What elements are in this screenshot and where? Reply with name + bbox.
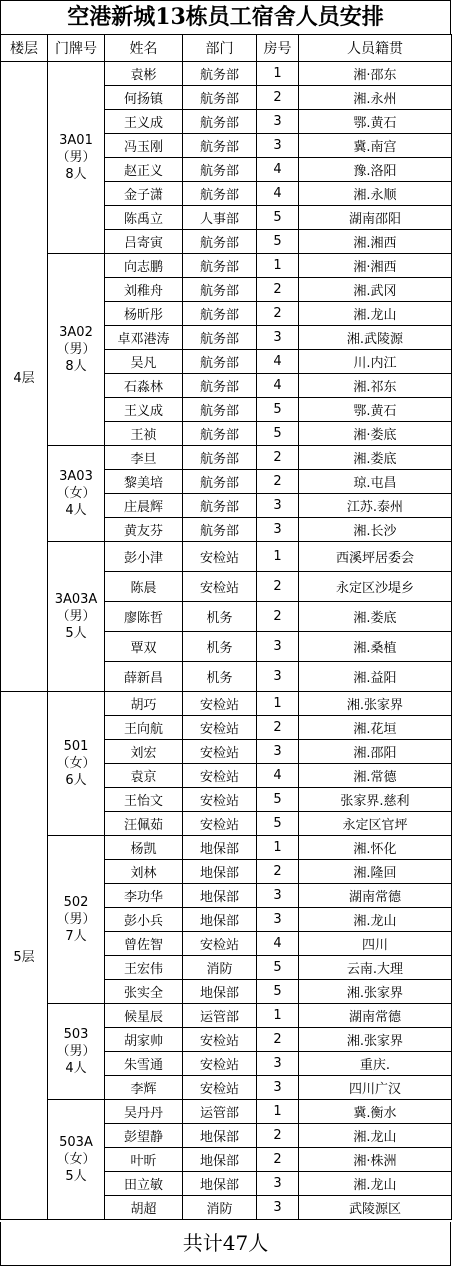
department-cell: 消防 <box>183 956 257 980</box>
name-cell: 彭望静 <box>105 1124 183 1148</box>
department-cell: 安检站 <box>183 716 257 740</box>
department-cell: 航务部 <box>183 134 257 158</box>
hometown-cell: 湘.祁东 <box>299 374 452 398</box>
table-row <box>1 62 452 86</box>
roster-table <box>0 34 452 1220</box>
department-cell: 运管部 <box>183 1100 257 1124</box>
room-cell: 3A02 （男） 8人 <box>48 254 105 446</box>
hometown-cell: 豫.洛阳 <box>299 158 452 182</box>
bed-number-cell: 5 <box>257 812 299 836</box>
hometown-cell: 江苏.泰州 <box>299 494 452 518</box>
hometown-cell: 湘·邵东 <box>299 62 452 86</box>
hometown-cell: 湘.桑植 <box>299 632 452 662</box>
department-cell: 航务部 <box>183 446 257 470</box>
name-cell: 黄友芬 <box>105 518 183 542</box>
table-row <box>1 446 452 470</box>
table-row <box>1 836 452 860</box>
name-cell: 胡家帅 <box>105 1028 183 1052</box>
bed-number-cell: 1 <box>257 1100 299 1124</box>
hometown-cell: 永定区沙堤乡 <box>299 572 452 602</box>
hometown-cell: 云南.大理 <box>299 956 452 980</box>
department-cell: 地保部 <box>183 836 257 860</box>
name-cell: 刘宏 <box>105 740 183 764</box>
department-cell: 航务部 <box>183 182 257 206</box>
bed-number-cell: 5 <box>257 422 299 446</box>
room-cell: 502 （男） 7人 <box>48 836 105 1004</box>
hometown-cell: 湘.龙山 <box>299 908 452 932</box>
room-cell: 3A03A （男） 5人 <box>48 542 105 692</box>
hometown-cell: 永定区官坪 <box>299 812 452 836</box>
department-cell: 安检站 <box>183 572 257 602</box>
name-cell: 彭小津 <box>105 542 183 572</box>
bed-number-cell: 2 <box>257 446 299 470</box>
department-cell: 安检站 <box>183 542 257 572</box>
department-cell: 安检站 <box>183 764 257 788</box>
bed-number-cell: 4 <box>257 374 299 398</box>
name-cell: 廖陈哲 <box>105 602 183 632</box>
room-cell: 3A01 （男） 8人 <box>48 62 105 254</box>
bed-number-cell: 3 <box>257 494 299 518</box>
bed-number-cell: 2 <box>257 278 299 302</box>
bed-number-cell: 4 <box>257 158 299 182</box>
table-row <box>1 1004 452 1028</box>
hometown-cell: 湘.娄底 <box>299 602 452 632</box>
bed-number-cell: 4 <box>257 932 299 956</box>
bed-number-cell: 2 <box>257 302 299 326</box>
department-cell: 安检站 <box>183 1076 257 1100</box>
department-cell: 机务 <box>183 662 257 692</box>
hometown-cell: 湖南常德 <box>299 1004 452 1028</box>
department-cell: 航务部 <box>183 326 257 350</box>
name-cell: 胡超 <box>105 1196 183 1220</box>
department-cell: 机务 <box>183 632 257 662</box>
department-cell: 安检站 <box>183 788 257 812</box>
bed-number-cell: 3 <box>257 1172 299 1196</box>
name-cell: 覃双 <box>105 632 183 662</box>
hometown-cell: 湘.娄底 <box>299 446 452 470</box>
department-cell: 航务部 <box>183 302 257 326</box>
bed-number-cell: 5 <box>257 230 299 254</box>
bed-number-cell: 1 <box>257 836 299 860</box>
department-cell: 地保部 <box>183 884 257 908</box>
department-cell: 航务部 <box>183 470 257 494</box>
hometown-cell: 湘.张家界 <box>299 1028 452 1052</box>
room-cell: 503 （男） 4人 <box>48 1004 105 1100</box>
name-cell: 冯玉刚 <box>105 134 183 158</box>
department-cell: 地保部 <box>183 1148 257 1172</box>
bed-number-cell: 2 <box>257 602 299 632</box>
department-cell: 航务部 <box>183 62 257 86</box>
department-cell: 运管部 <box>183 1004 257 1028</box>
department-cell: 地保部 <box>183 860 257 884</box>
room-cell: 501 （女） 6人 <box>48 692 105 836</box>
bed-number-cell: 3 <box>257 632 299 662</box>
department-cell: 航务部 <box>183 230 257 254</box>
bed-number-cell: 5 <box>257 788 299 812</box>
floor-cell: 5层 <box>1 692 48 1220</box>
bed-number-cell: 5 <box>257 980 299 1004</box>
department-cell: 航务部 <box>183 254 257 278</box>
bed-number-cell: 3 <box>257 908 299 932</box>
table-row <box>1 542 452 572</box>
header-row <box>1 35 452 62</box>
hometown-cell: 湘.永州 <box>299 86 452 110</box>
name-cell: 李辉 <box>105 1076 183 1100</box>
bed-number-cell: 3 <box>257 110 299 134</box>
hometown-cell: 武陵源区 <box>299 1196 452 1220</box>
room-cell: 503A （女） 5人 <box>48 1100 105 1220</box>
department-cell: 安检站 <box>183 812 257 836</box>
hometown-cell: 鄂.黄石 <box>299 398 452 422</box>
name-cell: 王祯 <box>105 422 183 446</box>
department-cell: 航务部 <box>183 278 257 302</box>
bed-number-cell: 4 <box>257 350 299 374</box>
header-room-number: 门牌号 <box>48 35 105 62</box>
name-cell: 薛新昌 <box>105 662 183 692</box>
bed-number-cell: 1 <box>257 62 299 86</box>
bed-number-cell: 3 <box>257 1052 299 1076</box>
hometown-cell: 川.内江 <box>299 350 452 374</box>
hometown-cell: 湘.花垣 <box>299 716 452 740</box>
name-cell: 赵正义 <box>105 158 183 182</box>
hometown-cell: 湘.常德 <box>299 764 452 788</box>
bed-number-cell: 1 <box>257 692 299 716</box>
name-cell: 朱雪通 <box>105 1052 183 1076</box>
bed-number-cell: 3 <box>257 884 299 908</box>
bed-number-cell: 3 <box>257 740 299 764</box>
hometown-cell: 西溪坪居委会 <box>299 542 452 572</box>
department-cell: 航务部 <box>183 422 257 446</box>
hometown-cell: 湘.龙山 <box>299 1172 452 1196</box>
bed-number-cell: 2 <box>257 860 299 884</box>
bed-number-cell: 4 <box>257 182 299 206</box>
hometown-cell: 湘·娄底 <box>299 422 452 446</box>
department-cell: 安检站 <box>183 740 257 764</box>
name-cell: 陈禹立 <box>105 206 183 230</box>
bed-number-cell: 4 <box>257 764 299 788</box>
name-cell: 吴凡 <box>105 350 183 374</box>
name-cell: 杨凯 <box>105 836 183 860</box>
hometown-cell: 湘·株洲 <box>299 1148 452 1172</box>
name-cell: 王宏伟 <box>105 956 183 980</box>
name-cell: 王怡文 <box>105 788 183 812</box>
bed-number-cell: 1 <box>257 542 299 572</box>
table-row <box>1 254 452 278</box>
name-cell: 曾佐智 <box>105 932 183 956</box>
name-cell: 王向航 <box>105 716 183 740</box>
bed-number-cell: 2 <box>257 470 299 494</box>
name-cell: 田立敏 <box>105 1172 183 1196</box>
hometown-cell: 湘.怀化 <box>299 836 452 860</box>
name-cell: 叶昕 <box>105 1148 183 1172</box>
hometown-cell: 湖南常德 <box>299 884 452 908</box>
department-cell: 航务部 <box>183 350 257 374</box>
name-cell: 杨昕彤 <box>105 302 183 326</box>
table-row <box>1 1100 452 1124</box>
header-department: 部门 <box>183 35 257 62</box>
department-cell: 机务 <box>183 602 257 632</box>
department-cell: 地保部 <box>183 980 257 1004</box>
bed-number-cell: 2 <box>257 716 299 740</box>
bed-number-cell: 3 <box>257 1076 299 1100</box>
bed-number-cell: 3 <box>257 518 299 542</box>
hometown-cell: 湘·湘西 <box>299 254 452 278</box>
hometown-cell: 鄂.黄石 <box>299 110 452 134</box>
bed-number-cell: 1 <box>257 254 299 278</box>
name-cell: 庄晨辉 <box>105 494 183 518</box>
department-cell: 航务部 <box>183 398 257 422</box>
name-cell: 金子潇 <box>105 182 183 206</box>
hometown-cell: 张家界.慈利 <box>299 788 452 812</box>
hometown-cell: 四川广汉 <box>299 1076 452 1100</box>
department-cell: 地保部 <box>183 908 257 932</box>
name-cell: 胡巧 <box>105 692 183 716</box>
name-cell: 刘林 <box>105 860 183 884</box>
name-cell: 何扬镇 <box>105 86 183 110</box>
name-cell: 黎美培 <box>105 470 183 494</box>
name-cell: 袁京 <box>105 764 183 788</box>
department-cell: 航务部 <box>183 494 257 518</box>
table-row <box>1 692 452 716</box>
name-cell: 王义成 <box>105 110 183 134</box>
header-name: 姓名 <box>105 35 183 62</box>
hometown-cell: 湘.龙山 <box>299 1124 452 1148</box>
floor-cell: 4层 <box>1 62 48 692</box>
name-cell: 陈晨 <box>105 572 183 602</box>
hometown-cell: 湘.张家界 <box>299 692 452 716</box>
hometown-cell: 冀.南宫 <box>299 134 452 158</box>
name-cell: 张实全 <box>105 980 183 1004</box>
bed-number-cell: 5 <box>257 206 299 230</box>
department-cell: 地保部 <box>183 1172 257 1196</box>
name-cell: 候星辰 <box>105 1004 183 1028</box>
name-cell: 刘稚舟 <box>105 278 183 302</box>
name-cell: 王义成 <box>105 398 183 422</box>
name-cell: 卓邓港涛 <box>105 326 183 350</box>
name-cell: 向志鹏 <box>105 254 183 278</box>
department-cell: 安检站 <box>183 1028 257 1052</box>
header-floor: 楼层 <box>1 35 48 62</box>
department-cell: 人事部 <box>183 206 257 230</box>
bed-number-cell: 2 <box>257 86 299 110</box>
name-cell: 汪佩茹 <box>105 812 183 836</box>
bed-number-cell: 2 <box>257 1028 299 1052</box>
hometown-cell: 四川 <box>299 932 452 956</box>
department-cell: 安检站 <box>183 692 257 716</box>
hometown-cell: 湘.武陵源 <box>299 326 452 350</box>
department-cell: 航务部 <box>183 374 257 398</box>
bed-number-cell: 3 <box>257 134 299 158</box>
bed-number-cell: 2 <box>257 1124 299 1148</box>
name-cell: 吴丹丹 <box>105 1100 183 1124</box>
department-cell: 航务部 <box>183 158 257 182</box>
hometown-cell: 湘.邵阳 <box>299 740 452 764</box>
department-cell: 安检站 <box>183 1052 257 1076</box>
bed-number-cell: 3 <box>257 662 299 692</box>
department-cell: 航务部 <box>183 86 257 110</box>
department-cell: 地保部 <box>183 1124 257 1148</box>
name-cell: 彭小兵 <box>105 908 183 932</box>
hometown-cell: 冀.衡水 <box>299 1100 452 1124</box>
hometown-cell: 湖南邵阳 <box>299 206 452 230</box>
bed-number-cell: 2 <box>257 1148 299 1172</box>
bed-number-cell: 5 <box>257 956 299 980</box>
hometown-cell: 湘.张家界 <box>299 980 452 1004</box>
name-cell: 吕寄寅 <box>105 230 183 254</box>
name-cell: 李功华 <box>105 884 183 908</box>
header-hometown: 人员籍贯 <box>299 35 452 62</box>
hometown-cell: 琼.屯昌 <box>299 470 452 494</box>
department-cell: 航务部 <box>183 110 257 134</box>
table-body <box>1 62 452 1220</box>
bed-number-cell: 3 <box>257 1196 299 1220</box>
hometown-cell: 湘.湘西 <box>299 230 452 254</box>
hometown-cell: 湘.隆回 <box>299 860 452 884</box>
total-count: 共计47人 <box>0 1222 451 1266</box>
department-cell: 航务部 <box>183 518 257 542</box>
name-cell: 袁彬 <box>105 62 183 86</box>
department-cell: 消防 <box>183 1196 257 1220</box>
hometown-cell: 湘.长沙 <box>299 518 452 542</box>
bed-number-cell: 3 <box>257 326 299 350</box>
hometown-cell: 湘.武冈 <box>299 278 452 302</box>
bed-number-cell: 1 <box>257 1004 299 1028</box>
hometown-cell: 湘.龙山 <box>299 302 452 326</box>
name-cell: 李旦 <box>105 446 183 470</box>
hometown-cell: 湘.益阳 <box>299 662 452 692</box>
header-bed-number: 房号 <box>257 35 299 62</box>
bed-number-cell: 2 <box>257 572 299 602</box>
sheet-title: 空港新城13栋员工宿舍人员安排 <box>0 0 451 35</box>
room-cell: 3A03 （女） 4人 <box>48 446 105 542</box>
hometown-cell: 湘.永顺 <box>299 182 452 206</box>
department-cell: 安检站 <box>183 932 257 956</box>
table-header <box>1 35 452 62</box>
bed-number-cell: 5 <box>257 398 299 422</box>
hometown-cell: 重庆. <box>299 1052 452 1076</box>
name-cell: 石淼林 <box>105 374 183 398</box>
